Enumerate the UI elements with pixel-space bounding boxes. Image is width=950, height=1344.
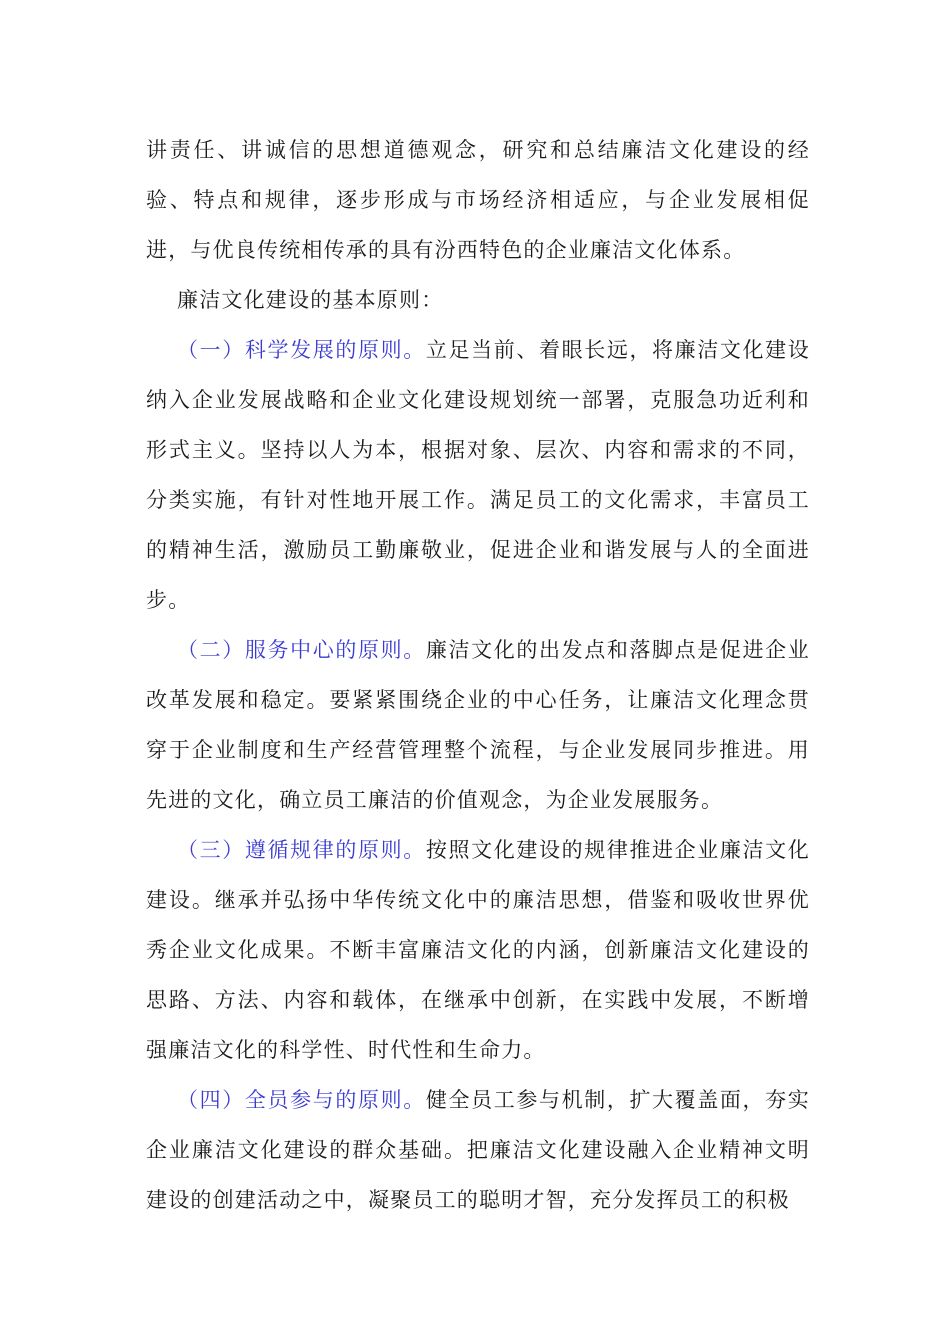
principle-body-2: 廉洁文化的出发点和落脚点是促进企业改革发展和稳定。要紧紧围绕企业的中心任务，让廉洁文化理念贯穿于企业制度和生产经营管理整个流程，与企业发展同步推进。用先进的文化，确立员工廉洁的价值观念，为企业发展服务。 [146,638,810,812]
principle-body-1: 立足当前、着眼长远，将廉洁文化建设纳入企业发展战略和企业文化建设规划统一部署，克服急功近利和形式主义。坚持以人为本，根据对象、层次、内容和需求的不同，分类实施，有针对性地开展工作。满足员工的文化需求，丰富员工的精神生活，激励员工勤廉敬业，促进企业和谐发展与人的全面进步。 [146,338,810,612]
principle-heading-2: （二）服务中心的原则。 [177,638,426,662]
principle-body-3: 按照文化建设的规律推进企业廉洁文化建设。继承并弘扬中华传统文化中的廉洁思想，借鉴和吸收世界优秀企业文化成果。不断丰富廉洁文化的内涵，创新廉洁文化建设的思路、方法、内容和载体，在继承中创新，在实践中发展，不断增强廉洁文化的科学性、时代性和生命力。 [146,838,810,1062]
intro-paragraph: 讲责任、讲诚信的思想道德观念，研究和总结廉洁文化建设的经验、特点和规律，逐步形成与市场经济相适应，与企业发展相促进，与优良传统相传承的具有汾西特色的企业廉洁文化体系。 [146,138,810,262]
principle-paragraph-4 [146,1075,810,1225]
principle-heading-3: （三）遵循规律的原则。 [177,838,426,862]
principle-paragraph-1 [146,325,810,625]
principle-heading-4: （四）全员参与的原则。 [177,1088,426,1112]
document-body [146,125,810,1225]
principles-intro: 廉洁文化建设的基本原则： [177,288,444,312]
principle-paragraph-2 [146,625,810,825]
principle-body-4: 健全员工参与机制，扩大覆盖面，夯实企业廉洁文化建设的群众基础。把廉洁文化建设融入企业精神文明建设的创建活动之中，凝聚员工的聪明才智，充分发挥员工的积极 [146,1088,810,1212]
principle-heading-1: （一）科学发展的原则。 [177,338,426,362]
principle-paragraph-3 [146,825,810,1075]
